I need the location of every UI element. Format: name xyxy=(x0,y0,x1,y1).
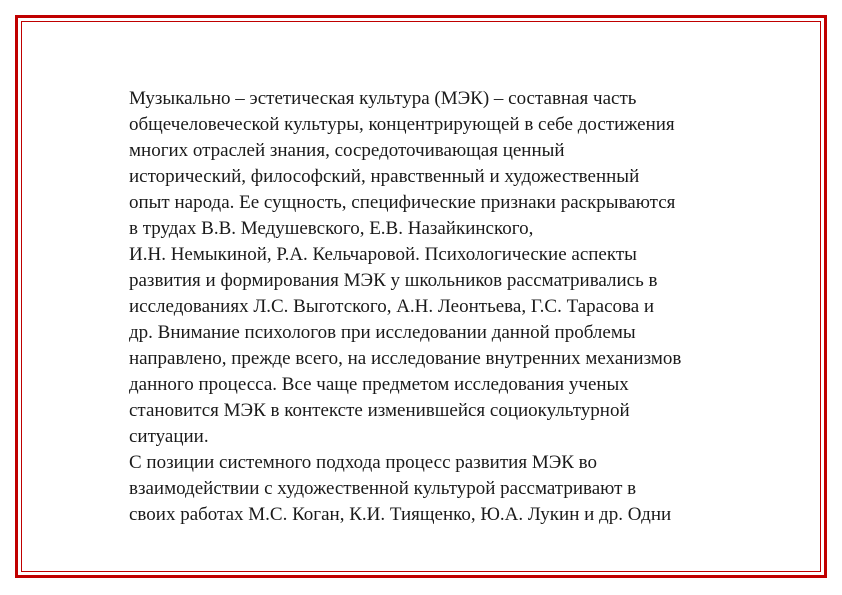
text-line-9: исследованиях Л.С. Выготского, А.Н. Леонтьева, Г.С. Тарасова и xyxy=(129,296,655,317)
text-line-2: общечеловеческой культуры, концентрирующей в себе достижения xyxy=(129,114,675,135)
text-line-8: развития и формирования МЭК у школьников рассматривались в xyxy=(129,270,658,291)
text-line-10: др. Внимание психологов при исследовании данной проблемы xyxy=(129,322,636,343)
text-line-5: опыт народа. Ее сущность, специфические признаки раскрываются xyxy=(129,192,676,213)
body-text xyxy=(129,86,769,528)
text-line-11: направлено, прежде всего, на исследование внутренних механизмов xyxy=(129,348,682,369)
text-line-4: исторический, философский, нравственный и художественный xyxy=(129,166,640,187)
text-line-3: многих отраслей знания, сосредоточивающая ценный xyxy=(129,140,565,161)
text-line-14: ситуации. xyxy=(129,426,209,447)
text-line-12: данного процесса. Все чаще предметом исследования ученых xyxy=(129,374,629,395)
text-line-6: в трудах В.В. Медушевского, Е.В. Назайкинского, xyxy=(129,218,534,239)
text-line-1: Музыкально – эстетическая культура (МЭК) – составная часть xyxy=(129,88,637,109)
text-line-17: своих работах М.С. Коган, К.И. Тиященко, Ю.А. Лукин и др. Одни xyxy=(129,504,672,525)
text-line-16: взаимодействии с художественной культурой рассматривают в xyxy=(129,478,637,499)
text-line-15: С позиции системного подхода процесс развития МЭК во xyxy=(129,452,598,473)
text-line-13: становится МЭК в контексте изменившейся социокультурной xyxy=(129,400,630,421)
text-line-7: И.Н. Немыкиной, Р.А. Кельчаровой. Психологические аспекты xyxy=(129,244,637,265)
